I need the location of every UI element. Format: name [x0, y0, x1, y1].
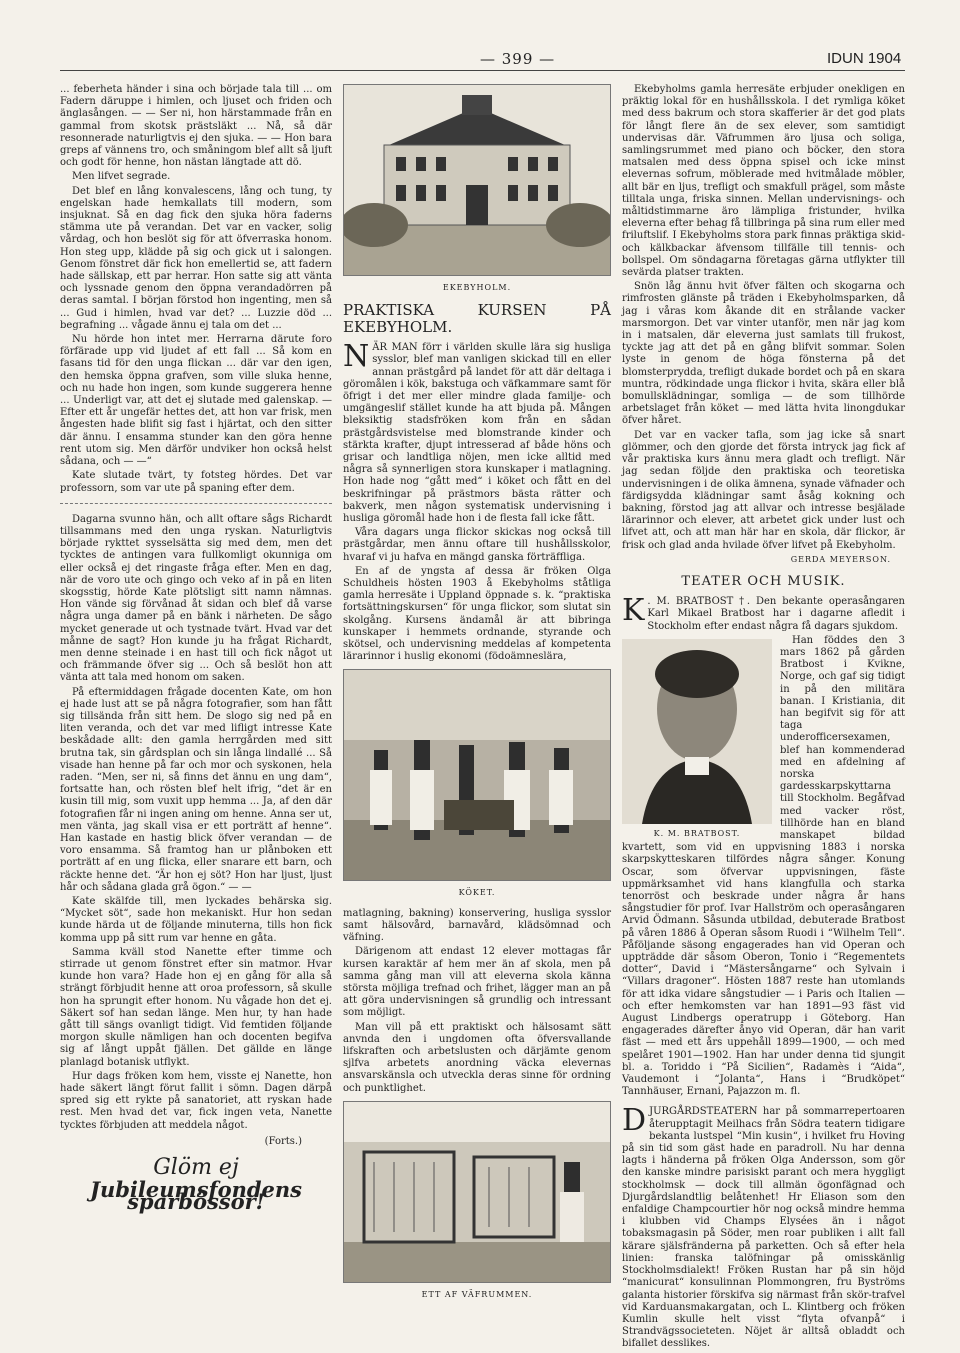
column-left	[60, 84, 332, 1215]
paragraph: Kate slutade tvärt, ty fotsteg hördes. Det var professorn, som var ute på spaning efter dem.	[60, 470, 332, 494]
photo-kitchen	[343, 669, 611, 881]
paragraph: På eftermiddagen frågade docenten Kate, om hon ej hade lust att se på några fotografier, som han fått sig tillsända från sitt hem. De slogo sig ned på en liten veranda, och det var med lifligt intresse Kate beskådade allt: den gamla herrgården med sitt brutna tak, sin gårdsplan och sin långa lindallé ... Så visade han henne på far och mor och syskonen, hela raden. “Men, ser ni, så finns det ännu en ung dam“, fortsatte han, och rösten blef helt ifrig, “det är en kusin till mig, som vuxit upp hemma ... Ja, af den där fotografien får ni ingen aning om henne. Anna ser ut, men vänta, jag skall visa er ett porträtt af henne“. Han kastade en hastig blick öfver verandan — de voro ensamma. Så framtog han ur plånboken ett porträtt af en ung flicka, eller snarare ett barn, och räckte henne det. “Är hon ej söt? Hon har ljust, ljust hår och sådana glada grå ögon.“ — —	[60, 686, 332, 893]
paragraph: ... feberheta händer i sina och började tala till ... om Fadern däruppe i himlen, och ljuset och friden och änglasången. — — Ser ni, hon härstammade från en gammal from skotsk prästsläkt ... Nå, så där resonnerade naturligtvis ej den sjuka. — — Hon bara greps af vännens tro, och småningom blef allt så ljuft och godt för henne, hon nästan längtade att dö.	[60, 84, 332, 169]
photo-caption: EKEBYHOLM.	[442, 283, 512, 292]
portrait-block	[622, 639, 772, 840]
paragraph: Samma kväll stod Nanette efter timme och stirrade ut genom fönstret efter sin matmor. Hvar kunde hon vara? Hade hon ej en gång för alla så strängt förbjudit henne att oroa professorn, så skulle hon ha sprungit efter honom. Nu vågade hon det ej. Säkert sof han sedan länge. Men hur, ty han hade gått till sängs ovanligt tidigt. Vid femtiden följande morgon skulle nämligen han och docenten begifva sig af långt uppåt fjällen. Det gällde en länge planlagd botanisk utflykt.	[60, 946, 332, 1068]
header-rule	[60, 70, 905, 71]
page-number: — 399 —	[480, 50, 556, 68]
paragraph: Kate skälfde till, men lyckades behärska sig. “Mycket söt“, sade hon mekaniskt. Hur hon sedan kunde härda ut de följande minuterna, tills hon fick komma upp på sitt rum var henne en gåta.	[60, 896, 332, 944]
section-title: TEATER OCH MUSIK.	[681, 573, 846, 589]
paragraph: Det var en vacker tafla, som jag icke så snart glömmer, och den gjorde det första intryck jag fick af vår praktiska kurs ännu mera gladt och trefligt. När jag sedan följde den praktiska och teoretiska undervisningen i de olika ämnena, synade väfnader och färdigsydda klädningar samt åsåg kokning och bakning, förstod jag att allvar och intresse besjälade lärarinnor och elever, att arbetet gick under lust och lifvet att, och att man här har en skola, där flickor, är frisk och glad anda hvilade öfver lifvet på Ekebyholm.	[622, 429, 905, 551]
photo-caption: ETT AF VÄFRUMMEN.	[421, 1289, 533, 1299]
paragraph: Snön låg ännu hvit öfver fälten och skogarna och rimfrosten glänste på träden i Ekebyholmsparken, då jag i våras kom åkande dit en strålande vacker marsmorgon. Det var vinter utanför, men när jag kom in i matsalen, där eleverna just samlats till frukost, tyckte jag att det på en gång blifvit sommar. Solen lyste in genom de höga fönsterna på det blomsterprydda, trefligt dukade bordet och på en skara muntra, rödkindade unga flickor i hvita, skära eller blå bomullsklädningar, somliga — de som tillhörde arbetslaget från köket — med lätta hvita linongdukar öfver håret.	[622, 281, 905, 427]
column-middle	[343, 84, 611, 1309]
ad-line-2: Jubileumsfondens sparbössor!	[90, 1177, 302, 1215]
photo-caption: KÖKET.	[458, 888, 496, 898]
author-signature: GERDA MEYERSON.	[790, 554, 891, 564]
paragraph: Ekebyholms gamla herresäte erbjuder onekligen en präktig lokal för en hushållsskola. I det rymliga köket med dess bakrum och stora skafferier är det god plats för långt flere än de sex elever, som samtidigt undervisas där. Väfrummen äro ljusa och soliga, samlingsrummet med piano och böcker, den stora matsalen med dess öppna spisel och icke minst elevernas sofrum, möblerade med hvitmålade möbler, allt bär en ljus, trefligt och smakfull prägel, som måste tilltala unga, friska sinnen. Mellan undervisnings- och måltidstimmarne äro lämpliga fristunder, hvilka eleverna efter behag få tillbringa på sina rum eller med friluftslif. I Ekebyholms stora park finnas präktiga skid- och kälkbackar äfvensom tillfälle till tennis- och bollspel. Om söndagarna företagas gärna utflykter till sevärda platser trakten.	[622, 84, 905, 279]
paragraph: Han föddes den 3 mars 1862 på gården Bratbost i Kvikne, Norge, och gaf sig tidigt in på den militära banan. I Kristiania, dit han begifvit sig för att taga underofficersexamen, blef han kommenderad med en afdelning af norska gardesskarpskyttarna till Stockholm. Begåfvad med vacker röst, tillhörde han en bland manskapet bildad kvartett, som vid en uppvisning 1883 i norska skarpskytteskaren tilfördes några sånger. Konung Oscar, som öfvervar uppvisningen, fäste uppmärksamhet vid hans klangfulla och starka tenorröst och beskrade under några år hans sångstudier för prof. Ivar Hallström och operasångaren Arvid Ödmann. Såsunda utbildad, debuterade Bratbost på våren 1886 å Operan såsom Ruodi i “Wilhelm Tell“. Påföljande säsong engagerades han vid Operan och uppträdde där såsom Oberon, Tonio i “Regementets dotter“, David i “Mästersångarne“ och Sylvain i “Villars dragoner“. Hösten 1887 reste han utomlands för att idka vidare sångstudier — i Paris och Italien — och efter hemkomsten var han 1891—93 fäst vid August Lindbergs operatrupp i Göteborg. Han engagerades därefter ånyo vid Operan, där han varit fäst — med ett års uppehåll 1899—1900, — och med spelåret 1901—1902. Han har under denna tid sjungit bl. a. Toriddo i “På Sicilien“, Radamès i “Aida“, Vaudemont i “Jolanta“, Hans i “Brudköpet“ Tannhäuser, Ernani, Pajazzon m. fl.	[622, 634, 905, 1098]
paragraph: Det blef en lång konvalescens, lång och tung, ty engelskan hade hemkallats till modern, som insjuknat. Så en dag fick den sjuka höra faderns stämma ute på verandan. Det var en vacker, solig vårdag, och hon beslöt sig för att öfverraska honom. Hon steg upp, klädde på sig och gick ut i salongen. Genom fönstret där fick hon emellertid se, att fadern hade sällskap, ett par herrar. Hon satte sig att vänta och lyssnade genom den öppna verandadörren på deras samtal. I början förstod hon ingenting, men så ... Gud i himlen, hvad var det? ... Luzzie död ... begrafning ... vågade ännu ej tala om det ...	[60, 185, 332, 331]
paragraph: NÄR MAN förr i världen skulle lära sig husliga sysslor, blef man vanligen skickad till en eller annan prästgård på landet för att där deltaga i göromålen i kök, bakstuga och väfkammare samt för öfrigt i det mer eller mindre glada familje- och umgängeslif stället kunde ha att bjuda på. Mången bleksiktig stadsfröken kom från en sådan prästgårdsvistelse med blomstrande kinder och stärkta krafter, djupt intresserad af både höns och grisar och landtliga nöjen, men icke alltid med några så synnerligen stora kunskaper i matlagning. Hon hade nog “gått med“ i köket och fått en del beskrifningar på prästmors bästa rätter och bakverk, men någon systematisk undervisning i husliga göromål hade hon i de flesta fall icke fått.	[343, 339, 611, 525]
paragraph: K . M. BRATBOST †. Den bekante operasångaren Karl Mikael Bratbost har i dagarne afledit i Stockholm efter endast några få dagars sjukdom.	[622, 593, 905, 632]
paragraph: En af de yngsta af dessa är fröken Olga Schuldheis hösten 1903 å Ekebyholms ståtliga gamla herresäte i Uppland öppnade s. k. “praktiska fortsättningskursen“ för unga flickor, som slutat sin skolgång. Kursens ändamål är att bibringa kunskaper i hemmets ordnande, styrande och skötsel, och undervisning meddelas af kompetenta lärarinnor i huslig ekonomi (födoämneslära,	[343, 565, 611, 663]
photo-manor-house	[343, 84, 611, 276]
magazine-title: IDUN 1904	[827, 50, 902, 67]
continued-note: (Forts.)	[264, 1135, 302, 1147]
page-header	[0, 0, 960, 80]
drop-cap: K	[622, 593, 645, 629]
paragraph: Dagarna svunno hän, och allt oftare sågs Richardt tillsammans med den unga ryskan. Naturligtvis började rykttet sysselsätta sig med dem, men det tycktes de antingen vara fullkomligt okunniga om eller också ej det ringaste fråga efter. Men en dag, när de voro ute och gingo och veko af in på en liten skogsstig, hörde Kate plötsligt sitt namn nämnas. Hon vände sig förvånad åt sidan och blef då varse några unga damer på en bänk i närheten. De sågo mycket generade ut och tystnade tvärt. Hvad var det månne de sagt? Hon kunde ju ha frågat Richardt, men denne steinade i en hast till och fick något ut och främmande öfver sig ... Och så beslöt hon att vänta att tala med honom om saken.	[60, 513, 332, 684]
drop-cap: N	[343, 339, 370, 375]
paragraph: matlagning, bakning) konservering, husliga sysslor samt hälsovård, barnavård, klädsömnad och väfning.	[343, 907, 611, 944]
paragraph: Men lifvet segrade.	[72, 171, 171, 183]
paragraph: Hur dags fröken kom hem, visste ej Nanette, hon hade säkert längt förut fallit i sömn. Dagen därpå spred sig ett rykte på sanatoriet, att ryskan hade rest. Men hvad det var, fick ingen veta, Nanette tycktes förbjuden att meddela något.	[60, 1070, 332, 1131]
paragraph: Våra dagars unga flickor skickas nog också till prästgårdar, men ännu oftare till hushållsskolor, hvaraf vi ju hafva en mängd ganska förträffliga.	[343, 527, 611, 563]
portrait-caption: K. M. BRATBOST.	[653, 828, 741, 838]
photo-weaving-room	[343, 1101, 611, 1283]
portrait-photo	[622, 639, 772, 824]
column-right	[622, 84, 905, 1353]
paragraph: DJURGÅRDSTEATERN har på sommarrepertoaren återupptagit Meilhacs från Södra teatern tidigare bekanta lustspel “Min kusin“, i hvilket fru Hoving på sin tid som gäst hade en paradroll. Nu har denna lagts i händerna på fröken Olga Andersson, som gör den kanske mindre parisiskt parant och mera hyggligt stockholmsk — dock till allmän ögonfägnad och Djurgårdslandtlig belåtenhet! Hr Eliason som den enfaldige Champcourtier hör nog också mindre hemma i klubben vid Champs Elysées än i något tobaksmagasin på Söder, men roar publiken i allt fall kärare själsfränderna på parketten. Och så efter hela linien: franska talöfningar på omisskänlig Stockholmsdialekt! Fröken Rustan har på sin höjd “manicurat“ konsulinnan Plommongren, fru Byströms galanta historier förskifva sig närmast från skör-trafvel vid Karduansmakargatan, och L. Klintberg och fröken Kumlin skulle helt visst “flyta ofvanpå“ i Strandvägssocieteten. Nöjet är alltså obladdt och bifallet desslikes.	[622, 1103, 905, 1350]
section-divider	[60, 503, 332, 504]
paragraph: Nu hörde hon intet mer. Herrarna därute foro förfärade upp vid ljudet af ett fall ... Så kom en fasans tid för den unga flickan ... där var den igen, den hemska öppna grafven, som ville sluka henne, och nu hade hon ingen, som kunde suggerera henne ... Underligt var, att det ej slutade med galenskap. — Efter ett år ungefär hettes det, att hon var frisk, men ångesten hade blifit sig fast i hjärtat, och den sitter där ännu. I ensamma stunder kan den göra henne rent utom sig. Men därför undviker hon också helst sådana, och — —“	[60, 334, 332, 468]
paragraph: Man vill på ett praktiskt och hälsosamt sätt anvnda den i ungdomen ofta öfversvallande lifskraften och arbetslusten och därjämte genom sjlfva arbetets anordning väcka elevernas ansvarskänsla och utveckla deras sinne för ordning och punktlighet.	[343, 1021, 611, 1094]
paragraph: Därigenom att endast 12 elever mottagas får kursen karaktär af hem mer än af skola, men på samma gång man vill att eleverna skola känna största möjliga trefnad och frihet, lägger man an på att göra undervisningen så grundlig och intressant som möjligt.	[343, 946, 611, 1019]
article-title: PRAKTISKA KURSEN PÅ EKEBYHOLM.	[343, 301, 611, 337]
ad-line-1: Glöm ej	[153, 1155, 239, 1181]
drop-cap: D	[622, 1103, 647, 1139]
